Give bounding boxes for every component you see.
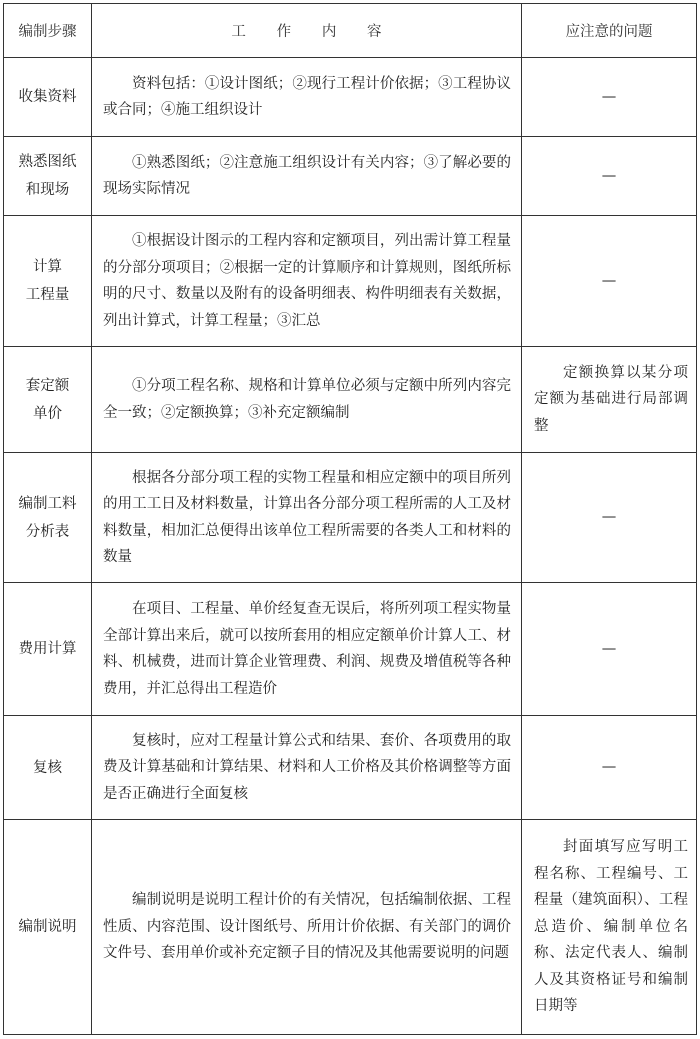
table-row — [4, 453, 697, 583]
content-cell — [92, 347, 522, 453]
step-cell — [4, 453, 92, 583]
content-text: ①熟悉图纸；②注意施工组织设计有关内容；③了解必要的现场实际情况 — [103, 154, 511, 197]
notes-cell — [522, 58, 697, 137]
notes-cell — [522, 583, 697, 716]
step-cell — [4, 216, 92, 347]
step-name: 收集资料 — [18, 89, 77, 105]
notes-text: — — [601, 88, 617, 105]
content-cell — [92, 820, 522, 1035]
notes-text: 定额换算以某分项定额为基础进行局部调整 — [534, 364, 688, 434]
step-cell — [4, 137, 92, 216]
step-cell — [4, 347, 92, 453]
content-text: ①分项工程名称、规格和计算单位必须与定额中所列内容完全一致；②定额换算；③补充定额编制 — [103, 378, 511, 421]
content-text: 在项目、工程量、单价经复查无误后，将所列项工程实物量全部计算出来后，就可以按所套用的相应定额单价计算人工、材料、机械费，进而计算企业管理费、利润、规费及增值税等各种费用，并汇总得出工程造价 — [103, 601, 511, 697]
table-row — [4, 58, 697, 137]
notes-text: — — [601, 640, 617, 657]
table-row — [4, 716, 697, 820]
notes-text: — — [601, 272, 617, 289]
step-cell — [4, 820, 92, 1035]
header-notes: 应注意的问题 — [522, 4, 697, 58]
step-name: 计算 — [33, 259, 62, 275]
content-cell — [92, 58, 522, 137]
header-row — [4, 4, 697, 58]
table-row — [4, 137, 697, 216]
notes-cell — [522, 716, 697, 820]
step-name: 工程量 — [25, 287, 70, 303]
content-cell — [92, 137, 522, 216]
header-content: 工 作 内 容 — [92, 4, 522, 58]
content-text: 编制说明是说明工程计价的有关情况，包括编制依据、工程性质、内容范围、设计图纸号、所用计价依据、有关部门的调价文件号、套用单价或补充定额子目的情况及其他需要说明的问题 — [103, 892, 511, 962]
content-text: 复核时，应对工程量计算公式和结果、套价、各项费用的取费及计算基础和计算结果、材料和人工价格及其价格调整等方面是否正确进行全面复核 — [103, 732, 511, 802]
notes-text: 封面填写应写明工程名称、工程编号、工程量（建筑面积）、工程总造价、编制单位名称、法定代表人、编制人及其资格证号和编制日期等 — [534, 839, 688, 1015]
step-name: 费用计算 — [18, 641, 77, 657]
content-text: 资料包括：①设计图纸；②现行工程计价依据；③工程协议或合同；④施工组织设计 — [103, 75, 511, 118]
content-cell — [92, 583, 522, 716]
table-row — [4, 583, 697, 716]
notes-cell — [522, 216, 697, 347]
notes-cell — [522, 453, 697, 583]
notes-text: — — [601, 167, 617, 184]
table-row — [4, 820, 697, 1035]
content-text: 根据各分部分项工程的实物工程量和相应定额中的项目所列的用工工日及材料数量，计算出各分部分项工程所需的人工及材料数量，相加汇总便得出该单位工程所需要的各类人工和材料的数量 — [103, 469, 511, 565]
table-row — [4, 347, 697, 453]
step-name: 套定额 — [25, 377, 70, 394]
step-cell — [4, 58, 92, 137]
notes-cell — [522, 347, 697, 453]
notes-text: — — [601, 759, 617, 776]
step-name: 编制工料 — [18, 495, 77, 512]
step-name: 编制说明 — [18, 919, 77, 935]
content-text: ①根据设计图示的工程内容和定额项目，列出需计算工程量的分部分项项目；②根据一定的计算顺序和计算规则，图纸所标明的尺寸、数量以及附有的设备明细表、构件明细表有关数据，列出计算式，计算工程量；③汇总 — [103, 233, 511, 329]
content-cell — [92, 716, 522, 820]
step-name: 复核 — [33, 759, 62, 776]
step-name: 分析表 — [25, 523, 70, 540]
notes-cell — [522, 137, 697, 216]
notes-text: — — [601, 509, 617, 526]
header-step: 编制步骤 — [4, 4, 92, 58]
step-name: 和现场 — [25, 182, 70, 198]
content-cell — [92, 453, 522, 583]
content-cell — [92, 216, 522, 347]
step-name: 熟悉图纸 — [18, 154, 77, 170]
table-row — [4, 216, 697, 347]
step-name: 单价 — [33, 405, 62, 422]
step-cell — [4, 716, 92, 820]
notes-cell — [522, 820, 697, 1035]
step-cell — [4, 583, 92, 716]
budget-steps-table — [3, 3, 697, 1035]
